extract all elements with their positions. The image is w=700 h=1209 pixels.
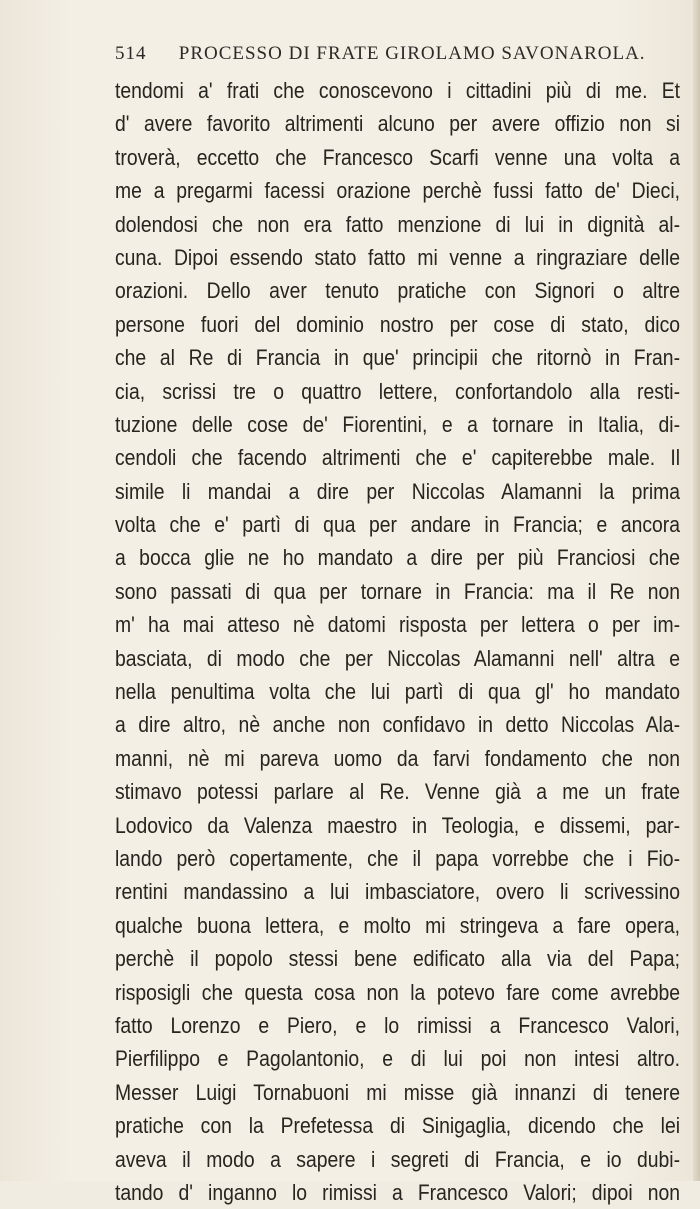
text-line: risposigli che questa cosa non la potevo fare come avrebbe xyxy=(115,979,681,1005)
text-line: stimavo potessi parlare al Re. Venne già a me un frate xyxy=(115,779,681,805)
text-line: lando però copertamente, che il papa vorrebbe che i Fio- xyxy=(115,845,681,871)
text-line: d' avere favorito altrimenti alcuno per avere offizio non si xyxy=(115,111,681,137)
text-line: a bocca glie ne ho mandato a dire per più Franciosi che xyxy=(115,545,681,571)
text-line: a dire altro, nè anche non confidavo in detto Niccolas Ala- xyxy=(115,712,681,738)
text-line: manni, nè mi pareva uomo da farvi fondamento che non xyxy=(115,745,681,771)
text-line: cendoli che facendo altrimenti che e' capiterebbe male. Il xyxy=(115,445,681,471)
text-line: tuzione delle cose de' Fiorentini, e a tornare in Italia, di- xyxy=(115,411,681,437)
page-number: 514 xyxy=(115,43,147,64)
text-line: orazioni. Dello aver tenuto pratiche con Signori o altre xyxy=(115,278,681,304)
text-line: me a pregarmi facessi orazione perchè fussi fatto de' Dieci, xyxy=(115,178,681,204)
text-line: dolendosi che non era fatto menzione di lui in dignità al- xyxy=(115,211,681,237)
text-line: fatto Lorenzo e Piero, e lo rimissi a Francesco Valori, xyxy=(115,1012,681,1038)
text-line: volta che e' partì di qua per andare in Francia; e ancora xyxy=(115,512,681,538)
text-line: cuna. Dipoi essendo stato fatto mi venne a ringraziare delle xyxy=(115,244,681,270)
text-line: Lodovico da Valenza maestro in Teologia, e dissemi, par- xyxy=(115,812,681,838)
text-line: nella penultima volta che lui partì di qua gl' ho mandato xyxy=(115,679,681,705)
running-header xyxy=(115,43,646,73)
text-line: tando d' inganno lo rimissi a Francesco Valori; dipoi non xyxy=(115,1179,681,1205)
text-line: persone fuori del dominio nostro per cose di stato, dico xyxy=(115,311,681,337)
text-line: troverà, eccetto che Francesco Scarfi venne una volta a xyxy=(115,144,681,170)
text-line: sono passati di qua per tornare in Francia: ma il Re non xyxy=(115,578,681,604)
text-line: che al Re di Francia in que' principii che ritornò in Fran- xyxy=(115,345,681,371)
text-line: m' ha mai atteso nè datomi risposta per lettera o per im- xyxy=(115,612,681,638)
text-line: Messer Luigi Tornabuoni mi misse già innanzi di tenere xyxy=(115,1079,681,1105)
text-line: tendomi a' frati che conoscevono i cittadini più di me. Et xyxy=(115,78,681,103)
text-line: cia, scrissi tre o quattro lettere, confortandolo alla resti- xyxy=(115,378,681,404)
text-line: perchè il popolo stessi bene edificato alla via del Papa; xyxy=(115,946,681,972)
text-line: basciata, di modo che per Niccolas Alamanni nell' altra e xyxy=(115,645,681,671)
text-line: aveva il modo a sapere i segreti di Francia, e io dubi- xyxy=(115,1146,681,1172)
text-line: qualche buona lettera, e molto mi stringeva a fare opera, xyxy=(115,912,681,938)
body-text xyxy=(115,74,680,1209)
page-edge xyxy=(693,0,700,1181)
text-line: simile li mandai a dire per Niccolas Alamanni la prima xyxy=(115,478,681,504)
running-title: PROCESSO DI FRATE GIROLAMO SAVONAROLA. xyxy=(178,43,646,64)
text-line: pratiche con la Prefetessa di Sinigaglia, dicendo che lei xyxy=(115,1113,681,1139)
text-line: rentini mandassino a lui imbasciatore, overo li scrivessino xyxy=(115,879,681,905)
text-line: Pierfilippo e Pagolantonio, e di lui poi non intesi altro. xyxy=(115,1046,681,1072)
